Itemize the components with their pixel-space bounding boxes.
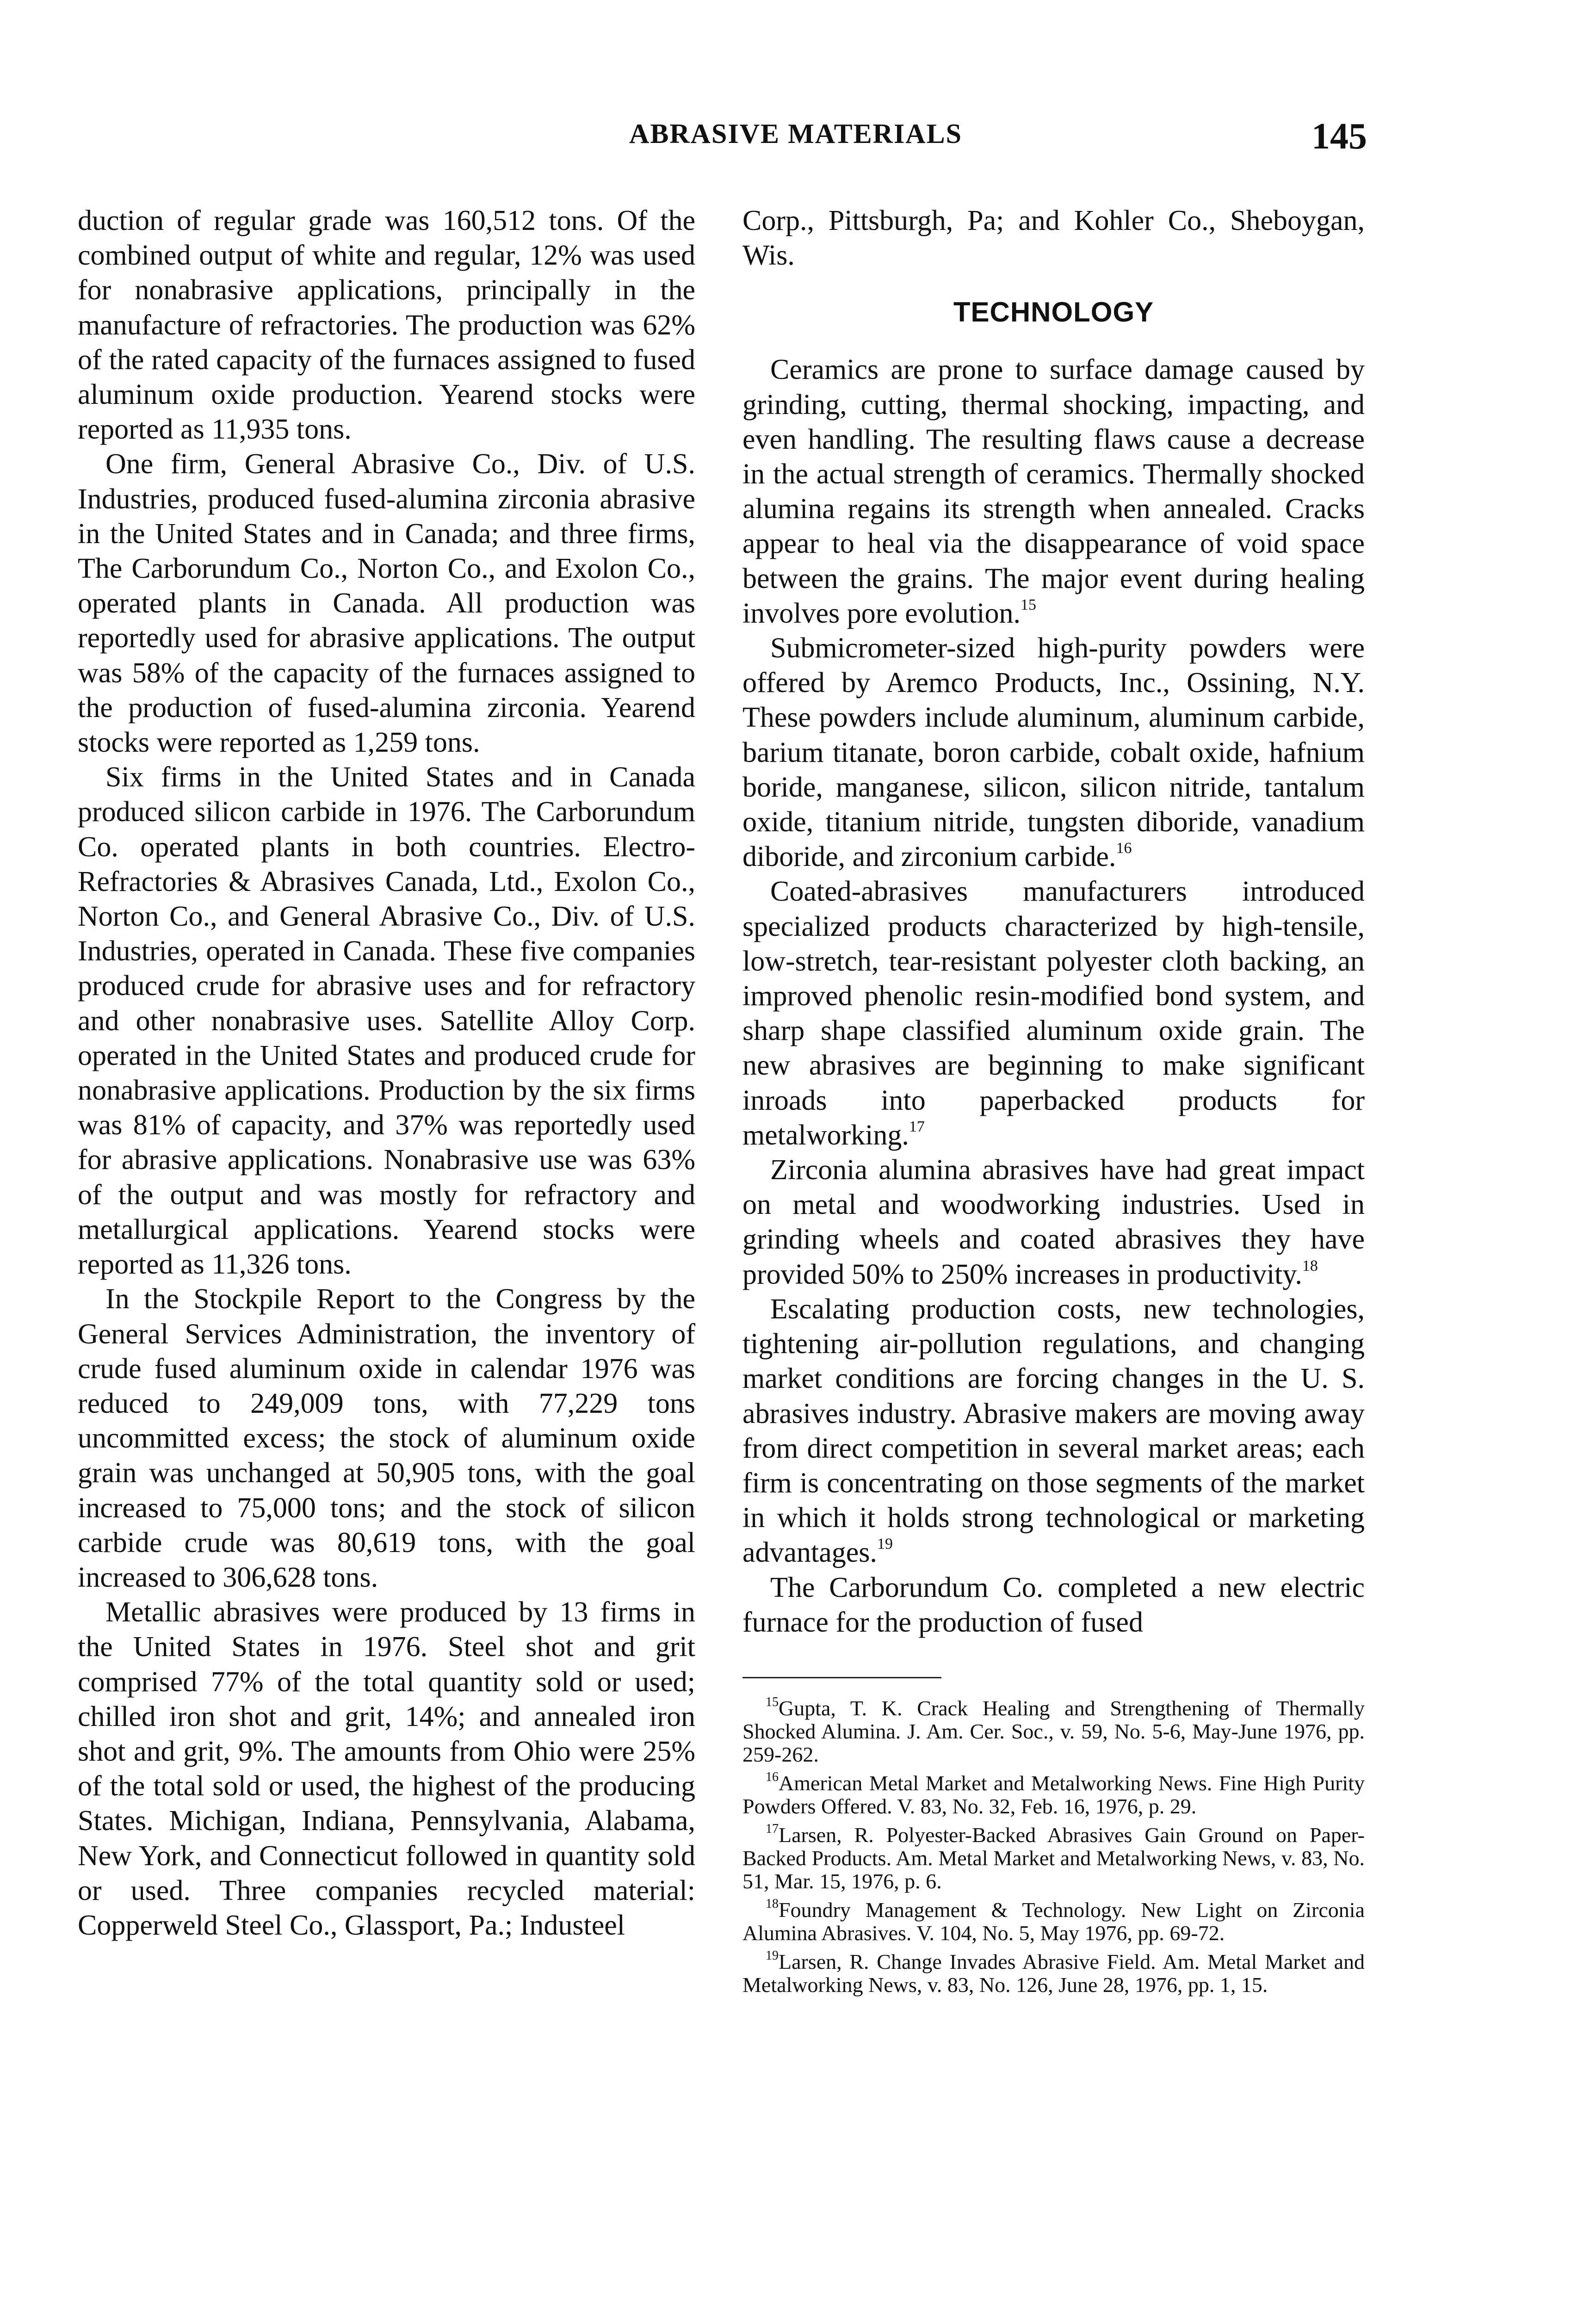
paragraph: Six firms in the United States and in Canada produced silicon carbide in 1976. The Carborundum Co. operated plants in both countries. Electro-Refractories & Abrasives Canada, Ltd., Exolon Co., Norton Co., and General Abrasive Co., Div. of U.S. Industries, operated in Canada. These five companies produced crude for abrasive uses and for refractory and other nonabrasive uses. Satellite Alloy Corp. operated in the United States and produced crude for nonabrasive applications. Production by the six firms was 81% of capacity, and 37% was reportedly used for abrasive applications. Nonabrasive use was 63% of the output and was mostly for refractory and metallurgical applications. Yearend stocks were reported as 11,326 tons. [78, 761, 695, 1280]
paragraph: Corp., Pittsburgh, Pa; and Kohler Co., Sheboygan, Wis. [742, 205, 1365, 272]
paragraph [742, 1292, 1365, 1571]
paragraph [742, 874, 1365, 1153]
footnote-divider [742, 1677, 941, 1678]
footnote-ref[interactable]: 17 [909, 1118, 925, 1135]
footnote-number: 17 [766, 1821, 779, 1836]
paragraph [742, 1153, 1365, 1292]
paragraph-text: Ceramics are prone to surface damage caused by grinding, cutting, thermal shocking, impacting, and even handling. The resulting flaws cause a decrease in the actual strength of ceramics. Thermally shocked alumina regains its strength when annealed. Cracks appear to heal via the disappearance of void space between the grains. The major event during healing involves pore evolution. [742, 354, 1365, 629]
footnote [742, 1896, 1365, 1945]
paragraph-text: Zirconia alumina abrasives have had great impact on metal and woodworking industries. Used in grinding wheels and coated abrasives they have provided 50% to 250% increases in productivity. [742, 1154, 1365, 1290]
footnote [742, 1769, 1365, 1818]
paragraph: duction of regular grade was 160,512 tons. Of the combined output of white and regular, 12% was used for nonabrasive applications, principally in the manufacture of refractories. The production was 62% of the rated capacity of the furnaces assigned to fused aluminum oxide production. Yearend stocks were reported as 11,935 tons. [78, 205, 695, 445]
paragraph: One firm, General Abrasive Co., Div. of U.S. Industries, produced fused-alumina zirconia abrasive in the United States and in Canada; and three firms, The Carborundum Co., Norton Co., and Exolon Co., operated plants in Canada. All production was reportedly used for abrasive applications. The output was 58% of the capacity of the furnaces assigned to the production of fused-alumina zirconia. Yearend stocks were reported as 1,259 tons. [78, 448, 695, 759]
paragraph-text: Escalating production costs, new technologies, tightening air-pollution regulations, and changing market conditions are forcing changes in the U. S. abrasives industry. Abrasive makers are moving away from direct competition in several market areas; each firm is concentrating on those segments of the market in which it holds strong technological or marketing advantages. [742, 1293, 1365, 1569]
paragraph: Metallic abrasives were produced by 13 firms in the United States in 1976. Steel shot and grit comprised 77% of the total quantity sold or used; chilled iron shot and grit, 14%; and annealed iron shot and grit, 9%. The amounts from Ohio were 25% of the total sold or used, the highest of the producing States. Michigan, Indiana, Pennsylvania, Alabama, New York, and Connecticut followed in quantity sold or used. Three companies recycled material: Copperweld Steel Co., Glassport, Pa.; Industeel [78, 1596, 695, 1941]
footnote-ref[interactable]: 15 [1020, 596, 1036, 613]
right-column [742, 204, 1365, 2002]
footnote-text: Larsen, R. Polyester-Backed Abrasives Gain Ground on Paper-Backed Products. Am. Metal Market and Metalworking News, v. 83, No. 51, Mar. 15, 1976, p. 6. [742, 1823, 1365, 1893]
paragraph: In the Stockpile Report to the Congress by the General Services Administration, the inventory of crude fused aluminum oxide in calendar 1976 was reduced to 249,009 tons, with 77,229 tons uncommitted excess; the stock of aluminum oxide grain was unchanged at 50,905 tons, with the goal increased to 75,000 tons; and the stock of silicon carbide crude was 80,619 tons, with the goal increased to 306,628 tons. [78, 1283, 695, 1593]
footnote-ref[interactable]: 16 [1116, 840, 1132, 857]
section-heading-technology: TECHNOLOGY [953, 297, 1154, 328]
running-head: ABRASIVE MATERIALS [629, 118, 963, 149]
paragraph-text: Submicrometer-sized high-purity powders were offered by Aremco Products, Inc., Ossining, N.Y. These powders include aluminum, aluminum carbide, barium titanate, boron carbide, cobalt oxide, hafnium boride, manganese, silicon, silicon nitride, tantalum oxide, titanium nitride, tungsten diboride, vanadium diboride, and zirconium carbide. [742, 632, 1365, 873]
footnote-text: Gupta, T. K. Crack Healing and Strengthening of Thermally Shocked Alumina. J. Am. Cer. Soc., v. 59, No. 5-6, May-June 1976, pp. 259-262. [742, 1696, 1365, 1766]
paragraph [742, 353, 1365, 631]
paragraph-text: Coated-abrasives manufacturers introduced specialized products characterized by high-tensile, low-stretch, tear-resistant polyester cloth backing, an improved phenolic resin-modified bond system, and sharp shape classified aluminum oxide grain. The new abrasives are beginning to make significant inroads into paperbacked products for metalworking. [742, 876, 1365, 1151]
paragraph [742, 1571, 1365, 1640]
footnote-number: 19 [766, 1948, 779, 1963]
footnotes [742, 1697, 1365, 1997]
paragraph [742, 631, 1365, 874]
footnote [742, 1821, 1365, 1893]
page-number: 145 [1311, 116, 1367, 157]
paragraph-text: The Carborundum Co. completed a new electric furnace for the production of fused [742, 1571, 1365, 1638]
footnote-number: 18 [766, 1896, 779, 1911]
left-column [78, 204, 695, 1943]
footnote-text: Foundry Management & Technology. New Light on Zirconia Alumina Abrasives. V. 104, No. 5, May 1976, pp. 69-72. [742, 1898, 1365, 1945]
footnote [742, 1950, 1365, 1997]
footnote-ref[interactable]: 18 [1302, 1257, 1318, 1274]
footnote-text: American Metal Market and Metalworking News. Fine High Purity Powders Offered. V. 83, No. 32, Feb. 16, 1976, p. 29. [742, 1771, 1365, 1818]
footnote [742, 1697, 1365, 1766]
footnote-number: 16 [766, 1769, 779, 1784]
footnote-text: Larsen, R. Change Invades Abrasive Field. Am. Metal Market and Metalworking News, v. 83, No. 126, June 28, 1976, pp. 1, 15. [742, 1949, 1365, 1997]
footnote-number: 15 [766, 1695, 779, 1709]
footnote-ref[interactable]: 19 [877, 1535, 893, 1553]
